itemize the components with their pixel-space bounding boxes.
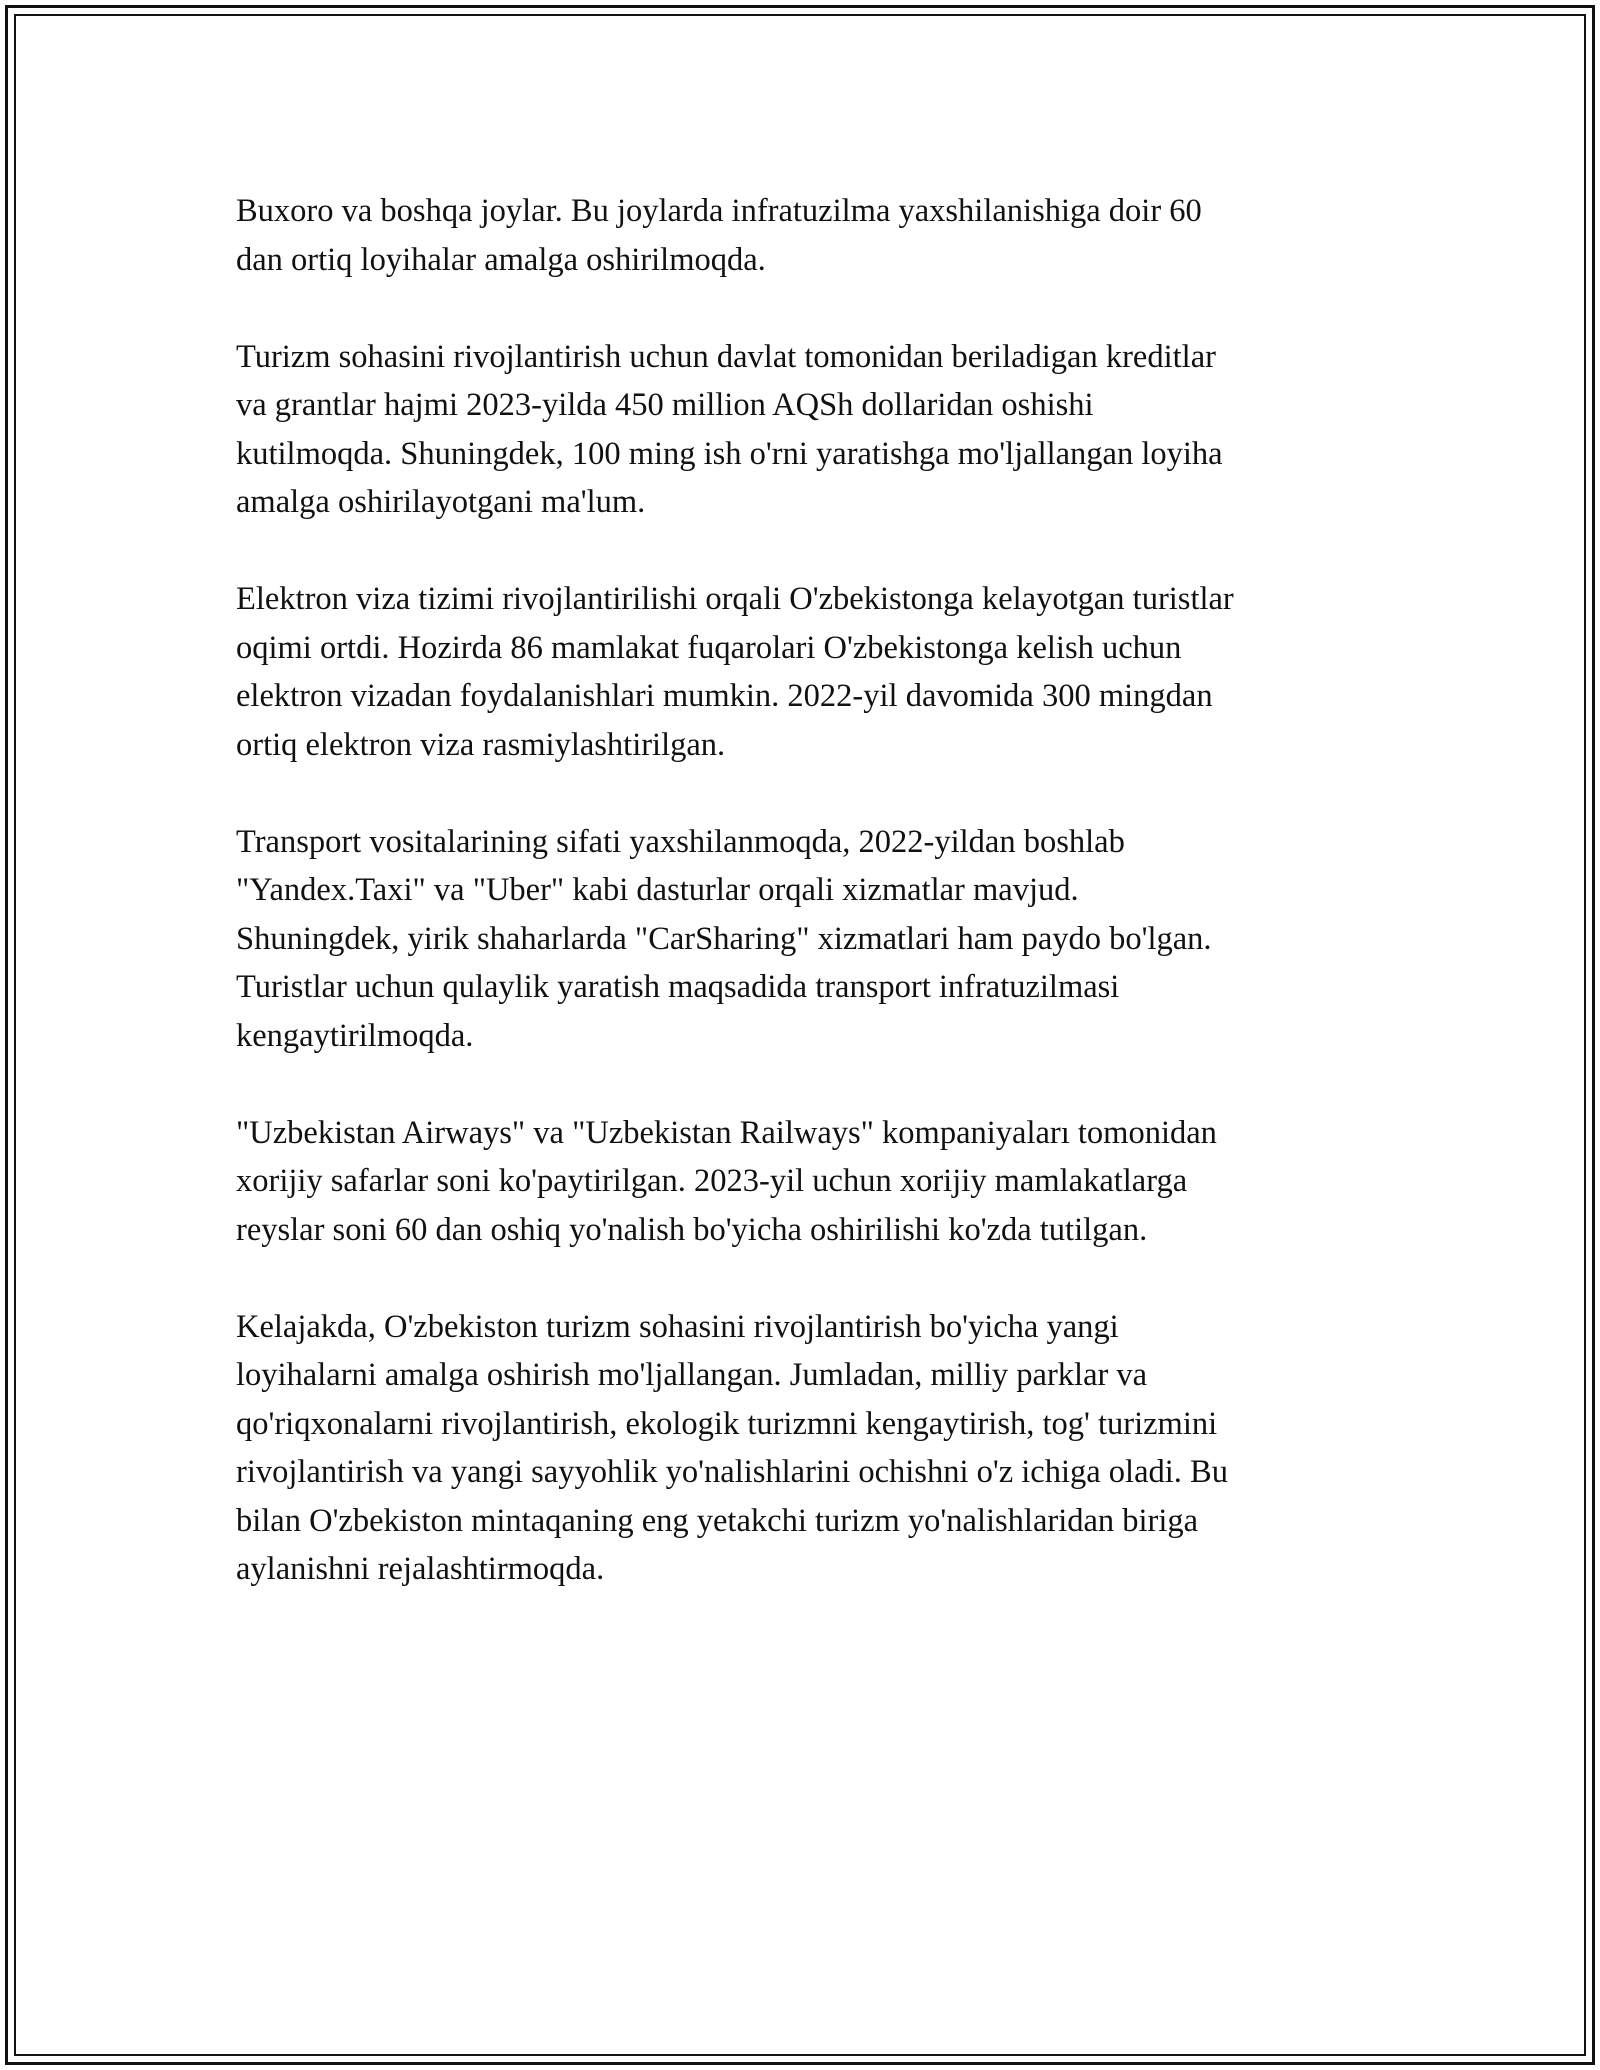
paragraph-electronic-visa: Elektron viza tizimi rivojlantirilishi orqali O'zbekistonga kelayotgan turistlar oqimi ortdi. Hozirda 86 mamlakat fuqarolari O'zbekistonga kelish uchun elektron vizadan foydalanishlari mumkin. 2022-yil davomida 300 mingdan ortiq elektron viza rasmiylashtirilgan. [236,581,1234,763]
paragraph-transport: Transport vositalarining sifati yaxshilanmoqda, 2022-yildan boshlab "Yandex.Taxi" va "Uber" kabi dasturlar orqali xizmatlar mavjud. Shuningdek, yirik shaharlarda "CarSharing" xizmatlari ham paydo bo'lgan. Turistlar uchun qulaylik yaratish maqsadida transport infratuzilmasi kengaytirilmoqda. [236,823,1212,1054]
document-body [236,187,1376,1642]
paragraph-airways-railways: "Uzbekistan Airways" va "Uzbekistan Railways" kompaniyaları tomonidan xorijiy safarlar soni ko'paytirilgan. 2023-yil uchun xorijiy mamlakatlarga reyslar soni 60 dan oshiq yo'nalish bo'yicha oshirilishi ko'zda tutilgan. [236,1114,1217,1248]
paragraph-future-plans: Kelajakda, O'zbekiston turizm sohasini rivojlantirish bo'yicha yangi loyihalarni amalga oshirish mo'ljallangan. Jumladan, milliy parklar va qo'riqxonalarni rivojlantirish, ekologik turizmni kengaytirish, tog' turizmini rivojlantirish va yangi sayyohlik yo'nalishlarini ochishni o'z ichiga oladi. Bu bilan O'zbekiston mintaqaning eng yetakchi turizm yo'nalishlaridan biriga aylanishni rejalashtirmoqda. [236,1308,1228,1587]
paragraph-infrastructure: Buxoro va boshqa joylar. Bu joylarda infratuzilma yaxshilanishiga doir 60 dan ortiq loyihalar amalga oshirilmoqda. [236,193,1202,278]
paragraph-credits-grants: Turizm sohasini rivojlantirish uchun davlat tomonidan beriladigan kreditlar va grantlar hajmi 2023-yilda 450 million AQSh dollaridan oshishi kutilmoqda. Shuningdek, 100 ming ish o'rni yaratishga mo'ljallangan loyiha amalga oshirilayotgani ma'lum. [236,338,1223,520]
